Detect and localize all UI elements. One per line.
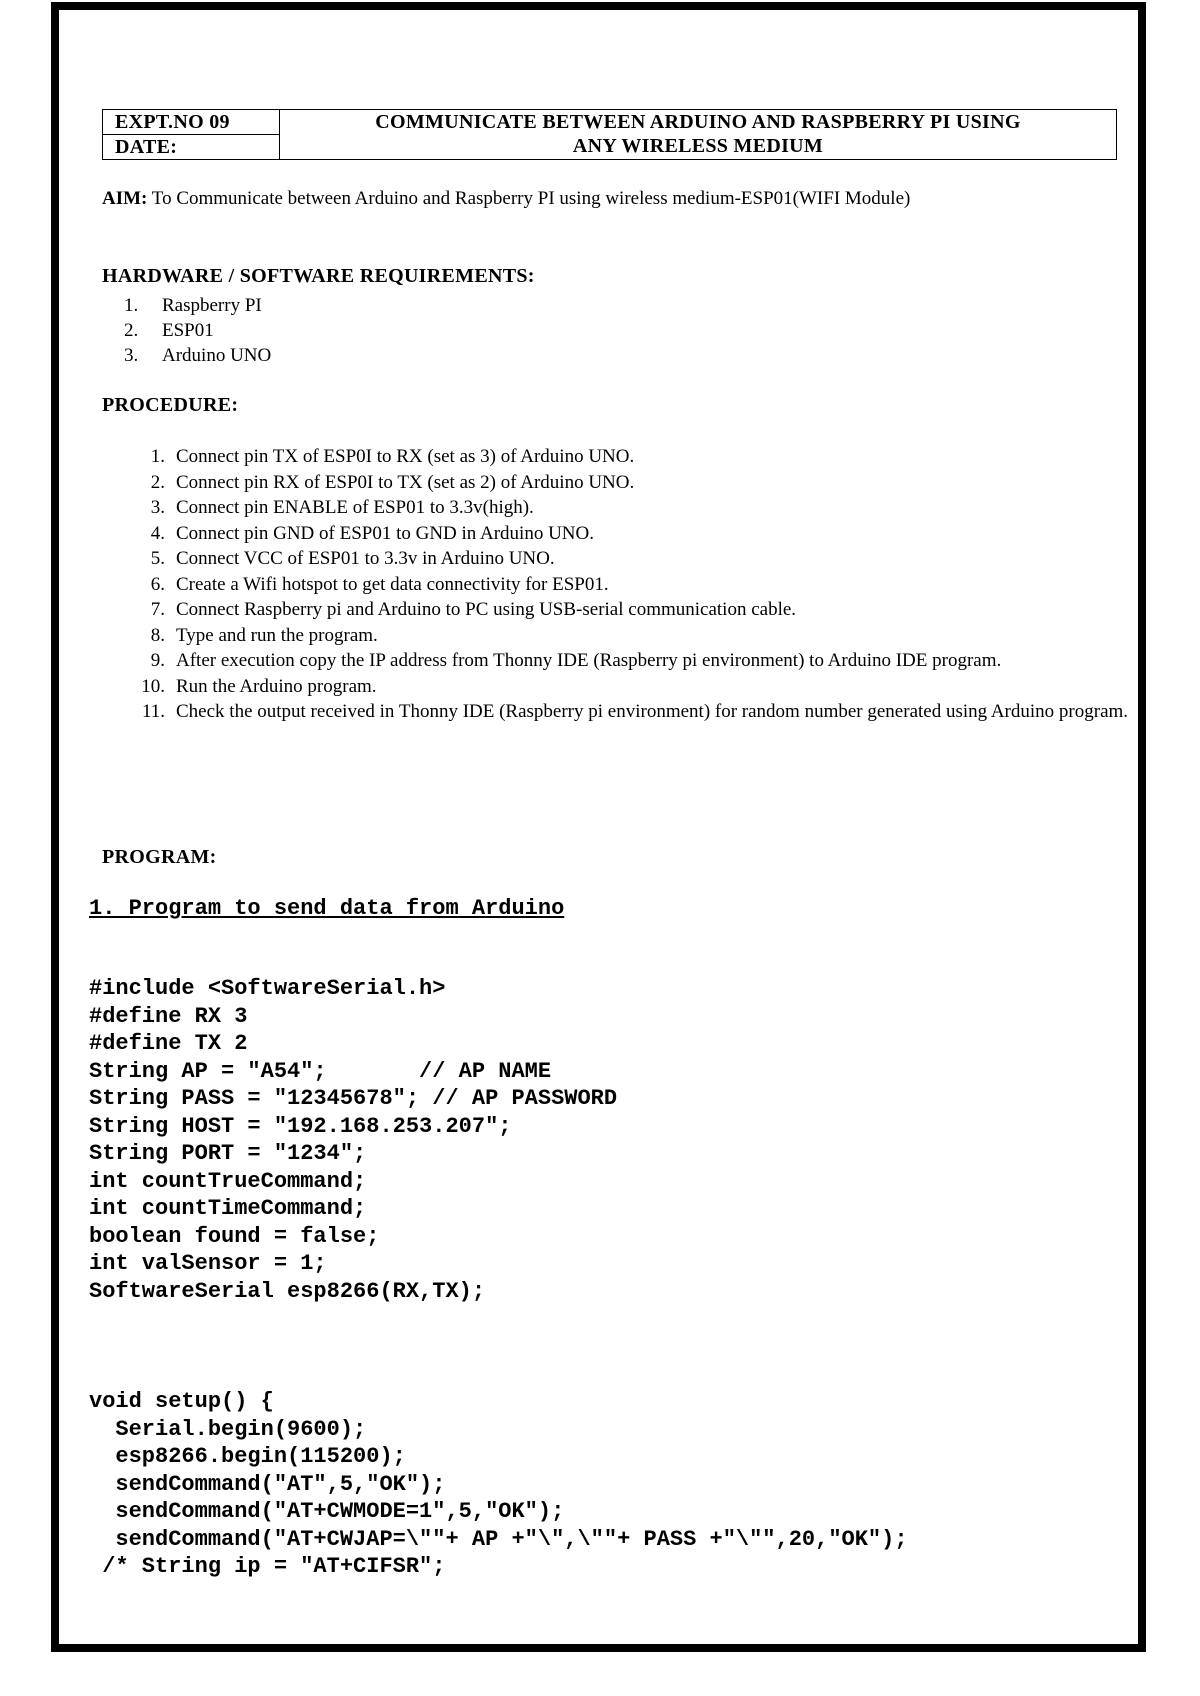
list-item: 2. Connect pin RX of ESP0I to TX (set as 2) of Arduino UNO.: [150, 471, 635, 493]
code-line: #include <SoftwareSerial.h>: [89, 976, 446, 1001]
program-subheading: 1. Program to send data from Arduino: [89, 896, 565, 921]
aim-label: AIM:: [102, 188, 148, 209]
date-cell: DATE:: [103, 135, 280, 160]
procedure-heading: PROCEDURE:: [102, 394, 239, 416]
code-line: Serial.begin(9600);: [89, 1416, 367, 1442]
experiment-title-line-1: COMMUNICATE BETWEEN ARDUINO AND RASPBERRY PI USING: [375, 111, 1021, 133]
list-item: 8. Type and run the program.: [150, 624, 378, 646]
list-item: 5. Connect VCC of ESP01 to 3.3v in Arduino UNO.: [150, 548, 555, 569]
expt-no-cell: EXPT.NO 09: [103, 110, 280, 135]
code-line: SoftwareSerial esp8266(RX,TX);: [89, 1278, 486, 1304]
code-line: int countTimeCommand;: [89, 1196, 367, 1221]
code-line: #define RX 3: [89, 1003, 248, 1029]
requirements-list: [110, 293, 271, 368]
code-line: /* String ip = "AT+CIFSR";: [89, 1554, 446, 1579]
code-line: String PORT = "1234";: [89, 1141, 367, 1166]
list-item: 2. ESP01: [124, 320, 214, 341]
list-item: 7. Connect Raspberry pi and Arduino to PC using USB-serial communication cable.: [150, 599, 797, 620]
experiment-title: [280, 110, 1117, 160]
code-line: esp8266.begin(115200);: [89, 1444, 406, 1469]
list-item: 4. Connect pin GND of ESP01 to GND in Arduino UNO.: [150, 522, 594, 544]
list-item: 3. Arduino UNO: [124, 345, 272, 366]
code-line: sendCommand("AT+CWJAP=\""+ AP +"\",\""+ PASS +"\"",20,"OK");: [89, 1526, 908, 1552]
aim-text: To Communicate between Arduino and Raspberry PI using wireless medium-ESP01(WIFI Module): [147, 188, 911, 209]
code-line: String PASS = "12345678"; // AP PASSWORD: [89, 1086, 618, 1111]
list-item: 1. Connect pin TX of ESP0I to RX (set as 3) of Arduino UNO.: [150, 446, 635, 467]
list-item: 3. Connect pin ENABLE of ESP01 to 3.3v(high).: [150, 497, 534, 518]
code-line: boolean found = false;: [89, 1223, 380, 1249]
experiment-header-table: [102, 109, 1117, 160]
aim-statement: [102, 188, 910, 210]
code-line: String HOST = "192.168.253.207";: [89, 1113, 512, 1139]
list-item: 9. After execution copy the IP address from Thonny IDE (Raspberry pi environment) to Arduino IDE program.: [150, 650, 1002, 671]
code-line: int valSensor = 1;: [89, 1251, 327, 1276]
code-line: sendCommand("AT+CWMODE=1",5,"OK");: [89, 1499, 565, 1524]
requirements-heading: HARDWARE / SOFTWARE REQUIREMENTS:: [102, 265, 535, 287]
program-heading: PROGRAM:: [102, 846, 217, 868]
experiment-title-line-2: ANY WIRELESS MEDIUM: [572, 135, 824, 157]
code-line: int countTrueCommand;: [89, 1168, 367, 1194]
code-line: String AP = "A54"; // AP NAME: [89, 1058, 552, 1084]
code-line: #define TX 2: [89, 1031, 248, 1056]
code-line: sendCommand("AT",5,"OK");: [89, 1471, 446, 1497]
list-item: 11. Check the output received in Thonny IDE (Raspberry pi environment) for random number generated using Arduino program.: [141, 701, 1129, 722]
procedure-steps: [132, 444, 1142, 725]
code-line: void setup() {: [89, 1389, 274, 1414]
code-block-setup: [89, 1388, 908, 1581]
list-item: 10. Run the Arduino program.: [141, 675, 377, 697]
list-item: 6. Create a Wifi hotspot to get data connectivity for ESP01.: [150, 573, 609, 595]
code-block-declarations: [89, 975, 617, 1305]
list-item: 1. Raspberry PI: [124, 295, 262, 316]
